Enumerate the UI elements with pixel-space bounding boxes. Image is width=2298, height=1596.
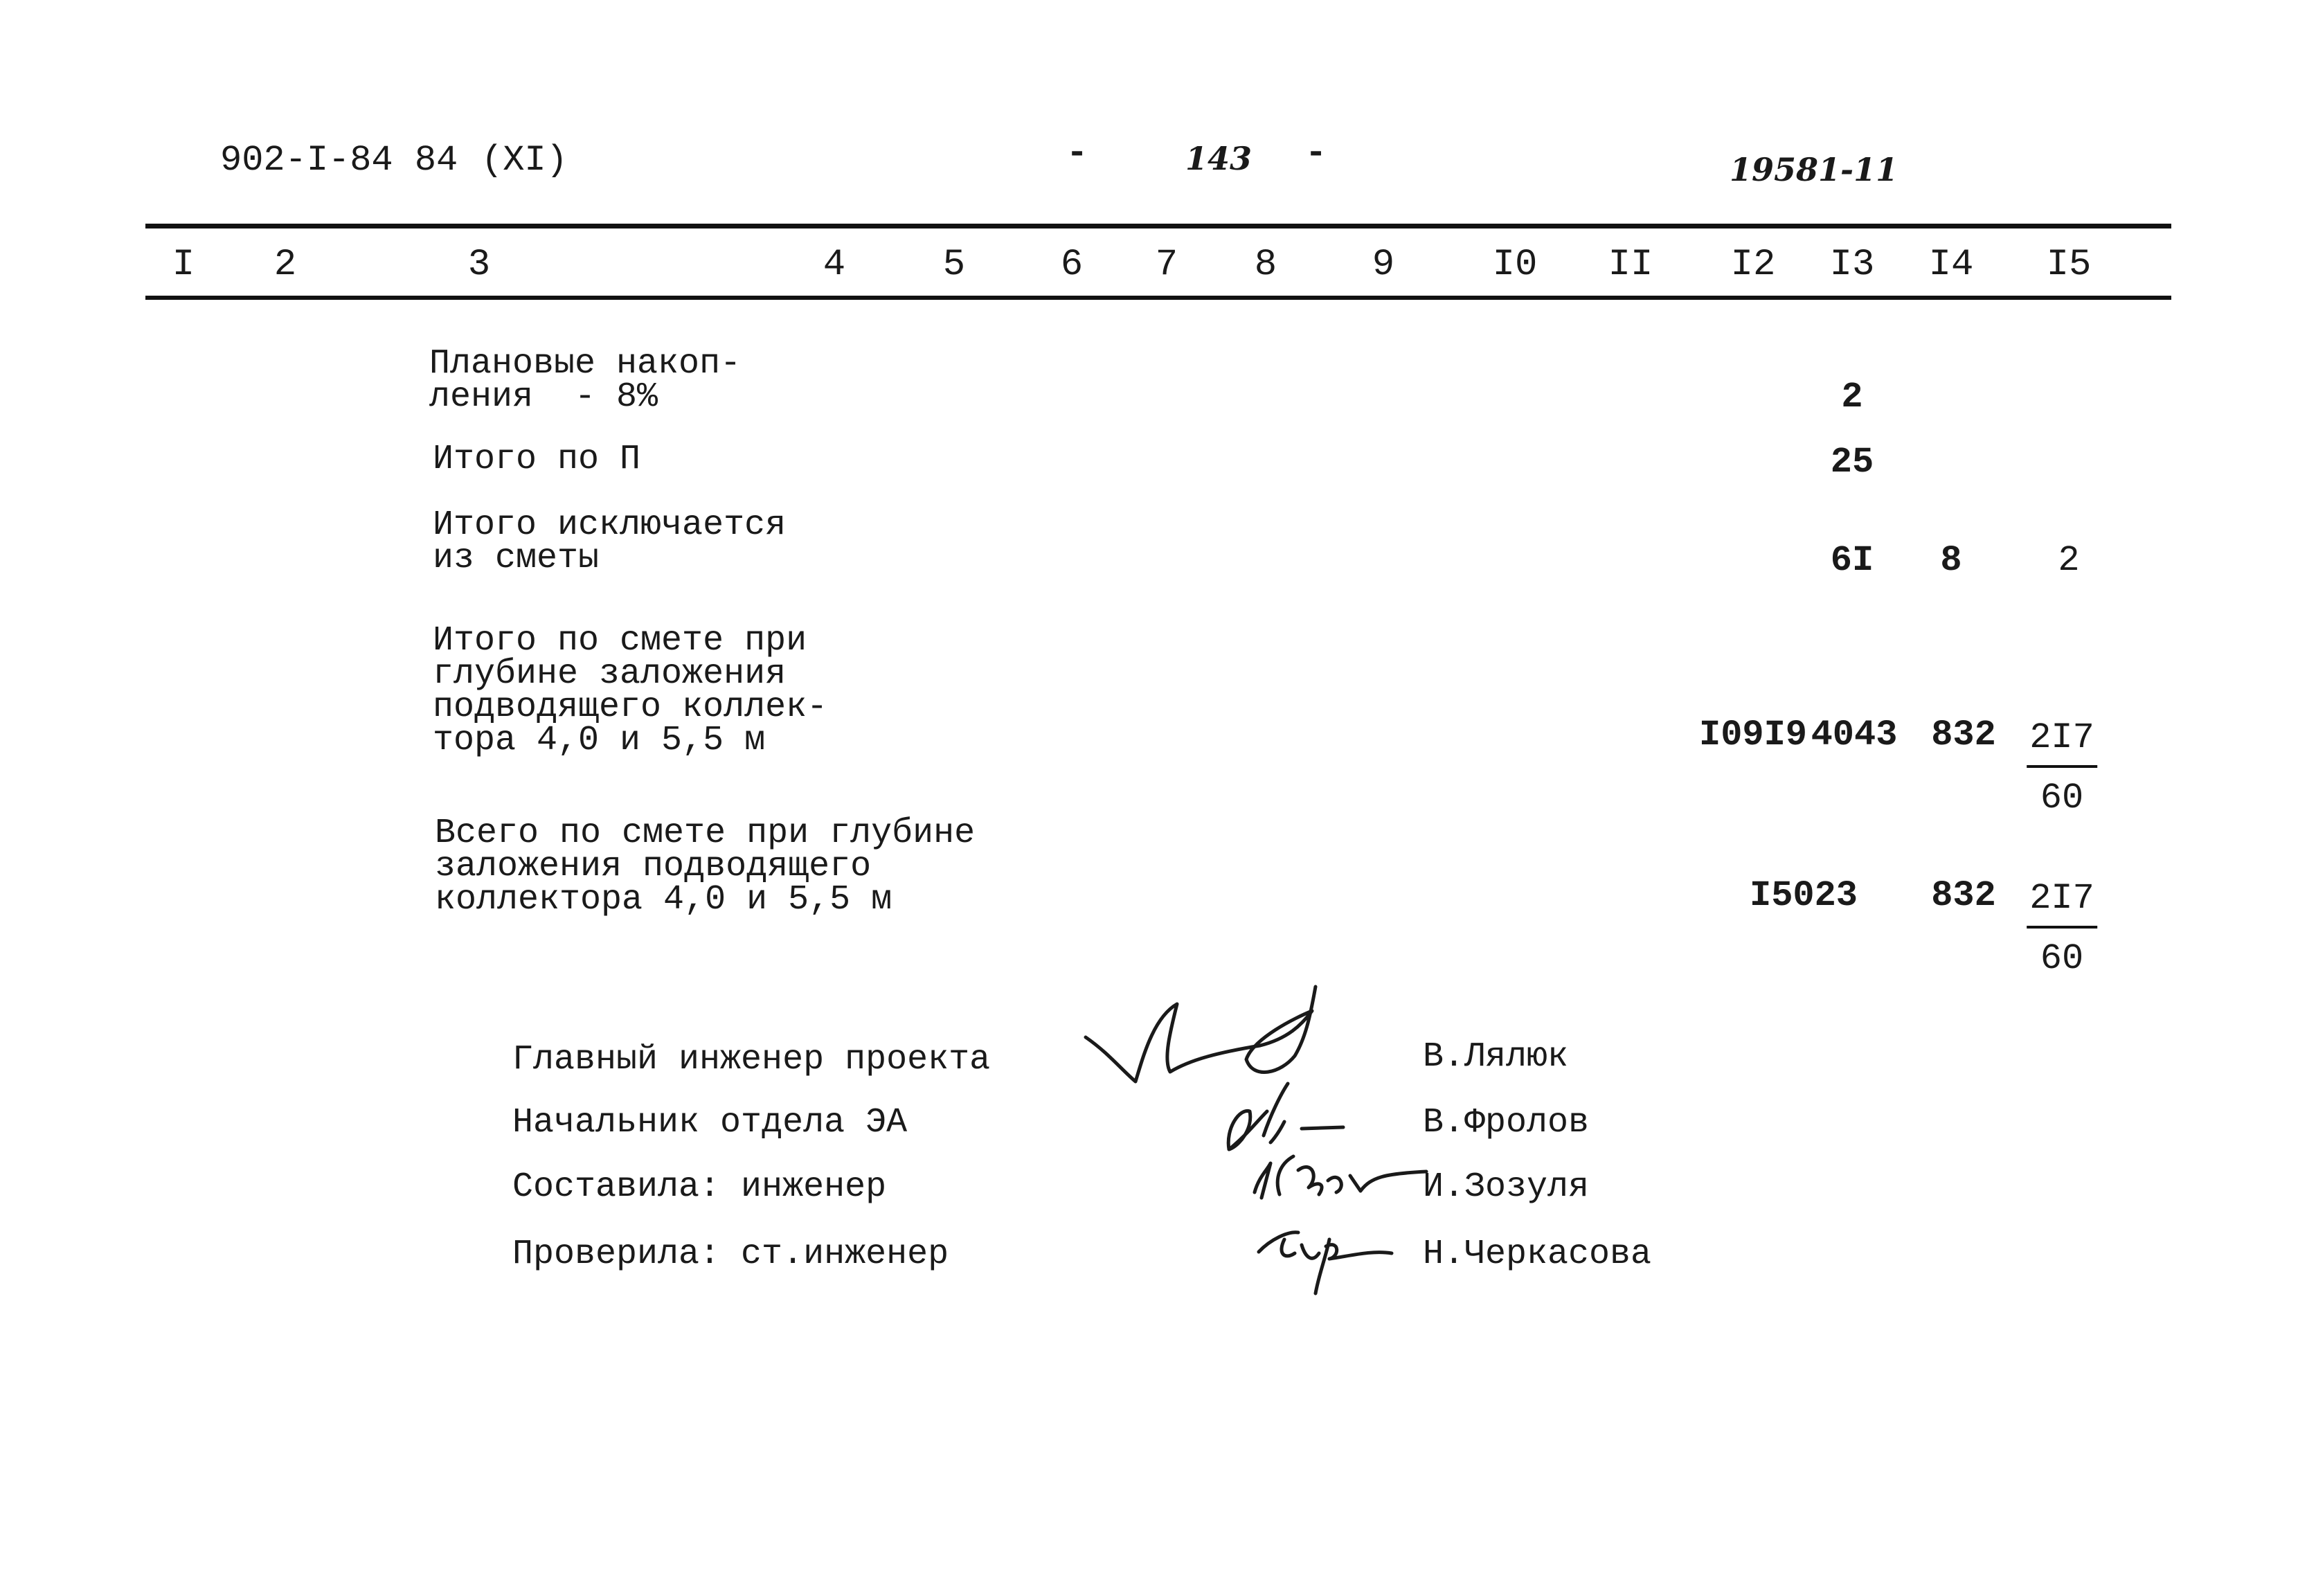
cell-col-12: I09I9	[1698, 715, 1808, 755]
column-header: 2	[273, 244, 297, 286]
signature-name: Н.Черкасова	[1423, 1235, 1652, 1274]
column-header: 6	[1060, 244, 1084, 286]
column-header: 3	[467, 244, 491, 286]
column-header: 5	[942, 244, 966, 286]
column-header: II	[1608, 244, 1653, 286]
signature-role: Составила: инженер	[512, 1167, 887, 1207]
signature-name: В.Фролов	[1423, 1103, 1590, 1142]
cell-col-13: 2	[1841, 377, 1863, 418]
column-header: 8	[1254, 244, 1277, 286]
header-dash-left: -	[1066, 133, 1088, 174]
fraction-denominator: 60	[2040, 778, 2084, 818]
cell-col-15: 2	[2058, 540, 2080, 581]
cell-col-14: 8	[1940, 540, 1962, 581]
column-header: I0	[1492, 244, 1538, 286]
section-label: (XI)	[481, 140, 568, 181]
column-header: I3	[1829, 244, 1875, 286]
column-header: 4	[823, 244, 846, 286]
document-code: 902-I-84 84	[220, 140, 458, 181]
signature-role: Главный инженер проекта	[512, 1040, 991, 1079]
cell-col-13: 6I	[1830, 540, 1874, 581]
fraction-numerator: 2I7	[2027, 717, 2097, 768]
page-number: 143	[1185, 140, 1253, 177]
row-description: Плановые накоп- ления - 8%	[429, 344, 742, 417]
column-header: I	[172, 244, 195, 286]
column-header: I2	[1730, 244, 1776, 286]
signature-name: В.Лялюк	[1423, 1037, 1569, 1077]
cell-col-13: 4043	[1811, 715, 1898, 755]
row-description: Всего по смете при глубине заложения подводящего коллектора 4,0 и 5,5 м	[435, 814, 976, 920]
signature-mark-2	[1228, 1084, 1343, 1149]
row-description: Итого по П	[433, 440, 641, 479]
header-dash-right: -	[1305, 133, 1327, 174]
column-header: I5	[2046, 244, 2092, 286]
signature-mark-3	[1255, 1156, 1426, 1198]
row-description: Итого по смете при глубине заложения подводящего коллек- тора 4,0 и 5,5 м	[433, 621, 828, 760]
row-description: Итого исключается из сметы	[433, 505, 787, 578]
sheet-code: 19581-11	[1730, 151, 1898, 188]
signature-mark-4	[1259, 1232, 1392, 1293]
fraction-denominator: 60	[2040, 938, 2084, 979]
cell-col-12-13: I5023	[1749, 875, 1858, 916]
signature-role: Проверила: ст.инженер	[512, 1235, 949, 1274]
signature-role: Начальник отдела ЭА	[512, 1103, 908, 1142]
cell-col-14: 832	[1931, 875, 1996, 916]
signature-name: И.Зозуля	[1423, 1167, 1590, 1207]
column-header: 9	[1372, 244, 1395, 286]
column-header: 7	[1155, 244, 1178, 286]
column-header: I4	[1928, 244, 1974, 286]
fraction-numerator: 2I7	[2027, 878, 2097, 929]
signature-mark-1	[1086, 987, 1316, 1082]
cell-col-13: 25	[1830, 442, 1874, 483]
cell-col-14: 832	[1931, 715, 1996, 755]
